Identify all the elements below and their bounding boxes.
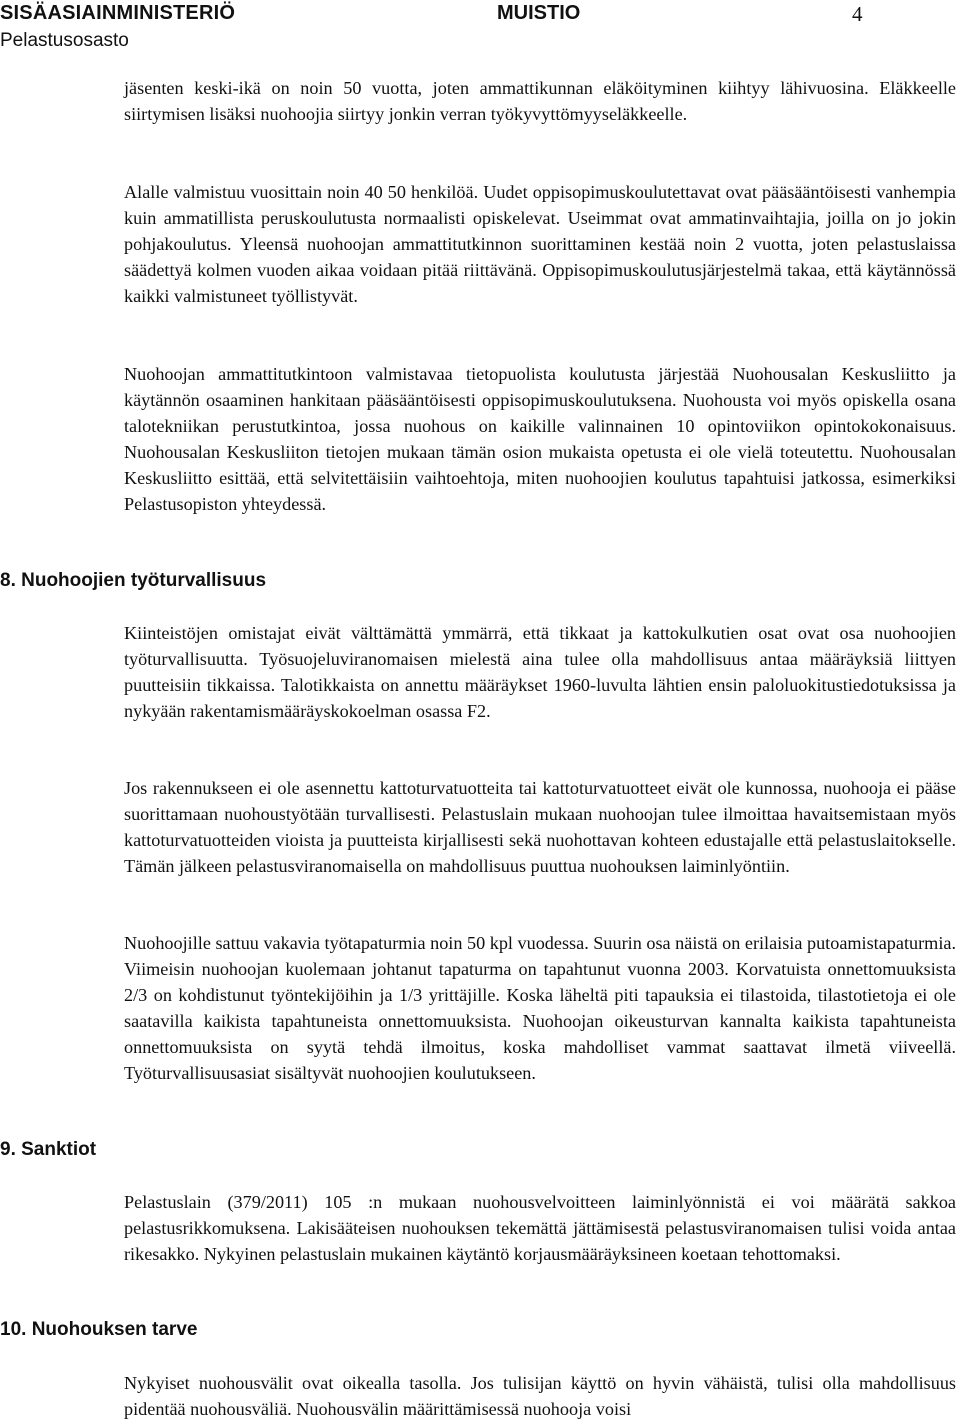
page-number: 4 xyxy=(852,2,863,26)
department-name: Pelastusosasto xyxy=(0,30,129,51)
paragraph-roof-safety: Jos rakennukseen ei ole asennettu kattoturvatuotteita tai kattoturvatuotteet eivät ole kunnossa, nuohooja ei pääse suorittamaan nuohoustyötään turvallisesti. Pelastuslain mukaan nuohoojan tulee ilmoittaa havaitsemistaan myös kattoturvatuotteiden vioista ja puutteista kirjallisesti sekä nuohottavan kohteen edustajalle että pelastuslaitokselle. Tämän jälkeen pelastusviranomaisella on mahdollisuus puuttua nuohouksen laiminlyöntiin. xyxy=(124,778,956,876)
paragraph-graduates: Alalle valmistuu vuosittain noin 40 50 henkilöä. Uudet oppisopimuskoulutettavat ovat pääsääntöisesti vanhempia kuin ammatillista peruskoulutusta normaalisti opiskelevat. Useimmat ovat ammatinvaihtajia, joilla on jo jokin pohjakoulutus. Yleensä nuohoojan ammattitutkinnon suorittaminen kestää noin 2 vuotta, joten pelastuslaissa säädettyä kolmen vuoden aikaa voidaan pitää riittävänä. Oppisopimuskoulutusjärjestelmä takaa, että käytännössä kaikki valmistuneet työllistyvät. xyxy=(124,182,956,306)
page-header xyxy=(0,0,960,60)
paragraph-retirement: jäsenten keski-ikä on noin 50 vuotta, joten ammattikunnan eläköityminen kiihtyy lähivuosina. Eläkkeelle siirtymisen lisäksi nuohoojia siirtyy jonkin verran työkyvyttömyyseläkkeelle. xyxy=(124,78,956,124)
paragraph-ladders: Kiinteistöjen omistajat eivät välttämättä ymmärrä, että tikkaat ja kattokulkutien osat ovat osa nuohoojien työturvallisuutta. Työsuojeluviranomaisen mielestä aina tulee olla mahdollisuus antaa määräyksiä liittyen puutteisiin tikkaissa. Talotikkaista on annettu määräykset 1960-luvulta lähtien ensin paloluokitustiedotuksissa ja nykyään rakentamismääräyskokoelman osassa F2. xyxy=(124,623,956,721)
heading-section-10: 10. Nuohouksen tarve xyxy=(0,1319,198,1340)
paragraph-training: Nuohoojan ammattitutkintoon valmistavaa tietopuolista koulutusta järjestää Nuohousalan Keskusliitto ja käytännön osaaminen hankitaan pääsääntöisesti oppisopimuskoulutuksena. Nuohousta voi myös opiskella osana talotekniikan perustutkintoa, jossa nuohous on kaikille valinnainen 10 opintoviikon opintokokonaisuus. Nuohousalan Keskusliiton tietojen mukaan tämän osion mukaista opetusta ei ole vielä toteutettu. Nuohousalan Keskusliitto esittää, että selvitettäisiin vaihtoehtoja, miten nuohoojien koulutus tapahtuisi jatkossa, esimerkiksi Pelastusopiston yhteydessä. xyxy=(124,364,956,514)
heading-section-8: 8. Nuohoojien työturvallisuus xyxy=(0,570,267,591)
heading-section-9: 9. Sanktiot xyxy=(0,1139,97,1160)
paragraph-accidents: Nuohoojille sattuu vakavia työtapaturmia noin 50 kpl vuodessa. Suurin osa näistä on erilaisia putoamistapaturmia. Viimeisin nuohoojan kuolemaan johtanut tapaturma on tapahtunut vuonna 2003. Korvatuista onnettomuuksista 2/3 on kohdistunut työntekijöihin ja 1/3 yrittäjille. Koska läheltä piti tapauksia ei tilastoida, tilastotietoja ei ole saatavilla kaikista tapahtuneista onnettomuuksista. Nuohoojan oikeusturvan kannalta kaikista tapahtuneista onnettomuuksista on syytä tehdä ilmoitus, koska mahdolliset vammat saattavat ilmetä viiveellä. Työturvallisuusasiat sisältyvät nuohoojien koulutukseen. xyxy=(124,933,956,1083)
ministry-name: SISÄASIAINMINISTERIÖ xyxy=(0,2,236,24)
paragraph-sanctions: Pelastuslain (379/2011) 105 :n mukaan nuohousvelvoitteen laiminlyönnistä ei voi määrätä sakkoa pelastusrikkomuksena. Lakisääteisen nuohouksen tekemättä jättämisestä pelastusviranomaisen tulisi voida antaa rikesakko. Nykyinen pelastuslain mukainen käytäntö korjausmääräyksineen koetaan tehottomaksi. xyxy=(124,1192,956,1264)
paragraph-sweeping-need: Nykyiset nuohousvälit ovat oikealla tasolla. Jos tulisijan käyttö on hyvin vähäistä, tulisi olla mahdollisuus pidentää nuohousväliä. Nuohousvälin määrittämisessä nuohooja voisi xyxy=(124,1373,956,1419)
document-type: MUISTIO xyxy=(497,2,581,24)
